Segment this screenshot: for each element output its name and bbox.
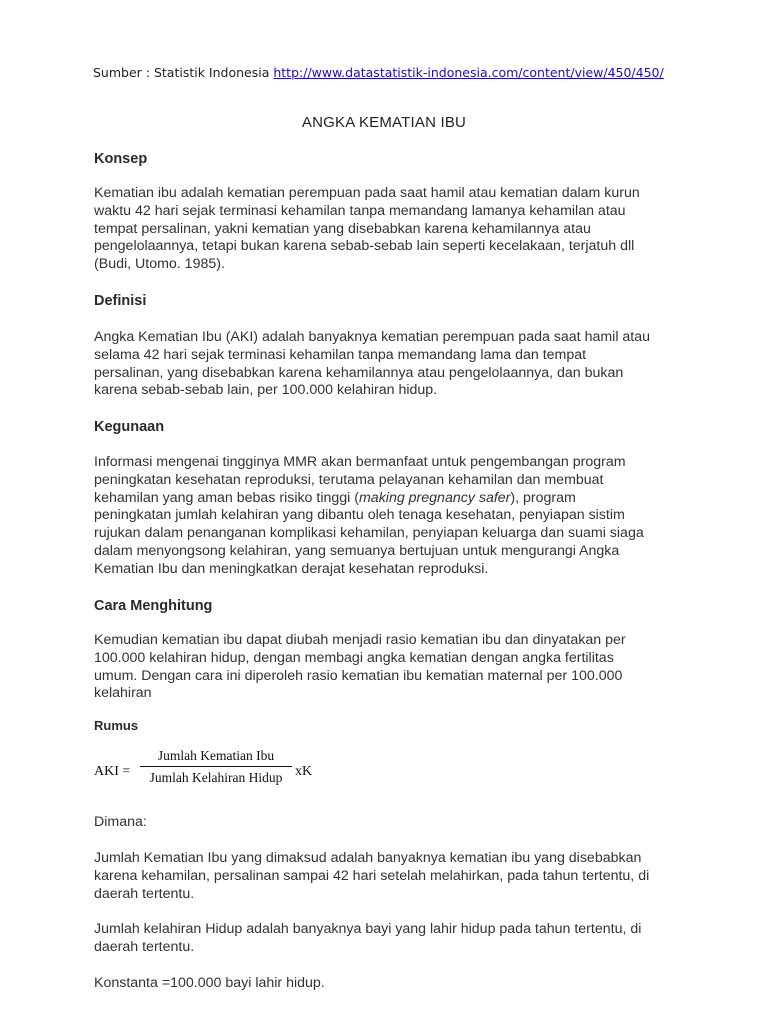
text-line: daerah tertentu. — [94, 938, 195, 955]
text-line: selama 42 hari sejak terminasi kehamilan tanpa memandang lama dan tempat — [94, 346, 587, 363]
italic-text: making pregnancy safer — [358, 489, 511, 506]
fraction-bar — [140, 766, 292, 767]
text-line: 100.000 kelahiran hidup, dengan membagi angka kematian dengan angka fertilitas — [94, 649, 614, 666]
paragraph-jumlah-kematian-ibu — [94, 850, 714, 903]
paragraph-kegunaan — [94, 454, 714, 579]
formula-fraction — [140, 748, 292, 786]
text-segment: ), program — [510, 489, 576, 506]
text-line: Konstanta =100.000 bayi lahir hidup. — [94, 975, 325, 991]
text-line: Kematian Ibu dan meningkatkan derajat kesehatan reproduksi. — [94, 560, 489, 577]
formula-denominator: Jumlah Kelahiran Hidup — [149, 770, 283, 785]
heading-konsep: Konsep — [94, 151, 148, 167]
text-line: karena sebab-sebab lain, per 100.000 kelahiran hidup. — [94, 382, 438, 399]
text-line: peningkatan jumlah kelahiran yang dibantu oleh tenaga kesehatan, penyiapan sistim — [94, 507, 625, 524]
formula-numerator: Jumlah Kematian Ibu — [157, 748, 275, 763]
text-line: karena kehamilan, persalinan sampai 42 hari setelah melahirkan, pada tahun tertentu, di — [94, 867, 650, 884]
paragraph-konsep — [94, 185, 714, 274]
heading-cara-menghitung: Cara Menghitung — [94, 598, 213, 614]
paragraph-jumlah-kelahiran-hidup — [94, 921, 714, 957]
formula-lhs: AKI = — [94, 764, 131, 779]
text-line: rujukan dalam penanganan komplikasi kehamilan, penyiapan keluarga dan suami siaga — [94, 525, 644, 542]
text-line — [94, 490, 714, 508]
paragraph-konstanta — [94, 975, 714, 993]
source-link[interactable]: http://www.datastatistik-indonesia.com/content/view/450/450/ — [273, 65, 664, 80]
heading-kegunaan: Kegunaan — [94, 419, 165, 435]
heading-definisi: Definisi — [94, 293, 147, 309]
text-line: peningkatan kesehatan reproduksi, terutama pelayanan kehamilan dan membuat — [94, 471, 604, 488]
text-line: tempat persalinan, yakni kematian yang disebabkan karena kehamilannya atau — [94, 220, 591, 237]
text-line: pengelolaannya, tetapi bukan karena sebab-sebab lain seperti kecelakaan, terjatuh dll — [94, 238, 635, 255]
source-label: Sumber : Statistik Indonesia — [93, 65, 274, 80]
dimana-label — [94, 814, 714, 832]
document-title: ANGKA KEMATIAN IBU — [301, 114, 467, 131]
text-line: Jumlah kelahiran Hidup adalah banyaknya bayi yang lahir hidup pada tahun tertentu, di — [94, 921, 642, 937]
text-segment: kehamilan yang aman bebas risiko tinggi ( — [94, 489, 359, 506]
heading-rumus: Rumus — [94, 718, 139, 733]
source-line — [93, 65, 664, 80]
text-line: daerah tertentu. — [94, 885, 195, 902]
formula-rhs: xK — [295, 764, 313, 779]
text-line: dalam menyongsong kelahiran, yang semuanya bertujuan untuk mengurangi Angka — [94, 542, 620, 559]
paragraph-cara-menghitung — [94, 632, 714, 703]
text-line: Angka Kematian Ibu (AKI) adalah banyaknya kematian perempuan pada saat hamil atau — [94, 329, 651, 345]
text-line: waktu 42 hari sejak terminasi kehamilan tanpa memandang lamanya kehamilan atau — [94, 202, 626, 219]
text-line: kelahiran — [94, 685, 152, 702]
text-line: Kematian ibu adalah kematian perempuan pada saat hamil atau kematian dalam kurun — [94, 185, 640, 201]
text-line: Jumlah Kematian Ibu yang dimaksud adalah banyaknya kematian ibu yang disebabkan — [94, 850, 642, 866]
text-line: umum. Dengan cara ini diperoleh rasio kematian ibu kematian maternal per 100.000 — [94, 667, 623, 684]
text-line: Kemudian kematian ibu dapat diubah menjadi rasio kematian ibu dan dinyatakan per — [94, 632, 626, 648]
text-line: persalinan, yang disebabkan karena kehamilannya atau pengelolaannya, dan bukan — [94, 364, 624, 381]
text-line: (Budi, Utomo. 1985). — [94, 256, 225, 273]
text-line: Dimana: — [94, 814, 147, 830]
text-line: Informasi mengenai tingginya MMR akan bermanfaat untuk pengembangan program — [94, 454, 626, 470]
paragraph-definisi — [94, 329, 714, 400]
